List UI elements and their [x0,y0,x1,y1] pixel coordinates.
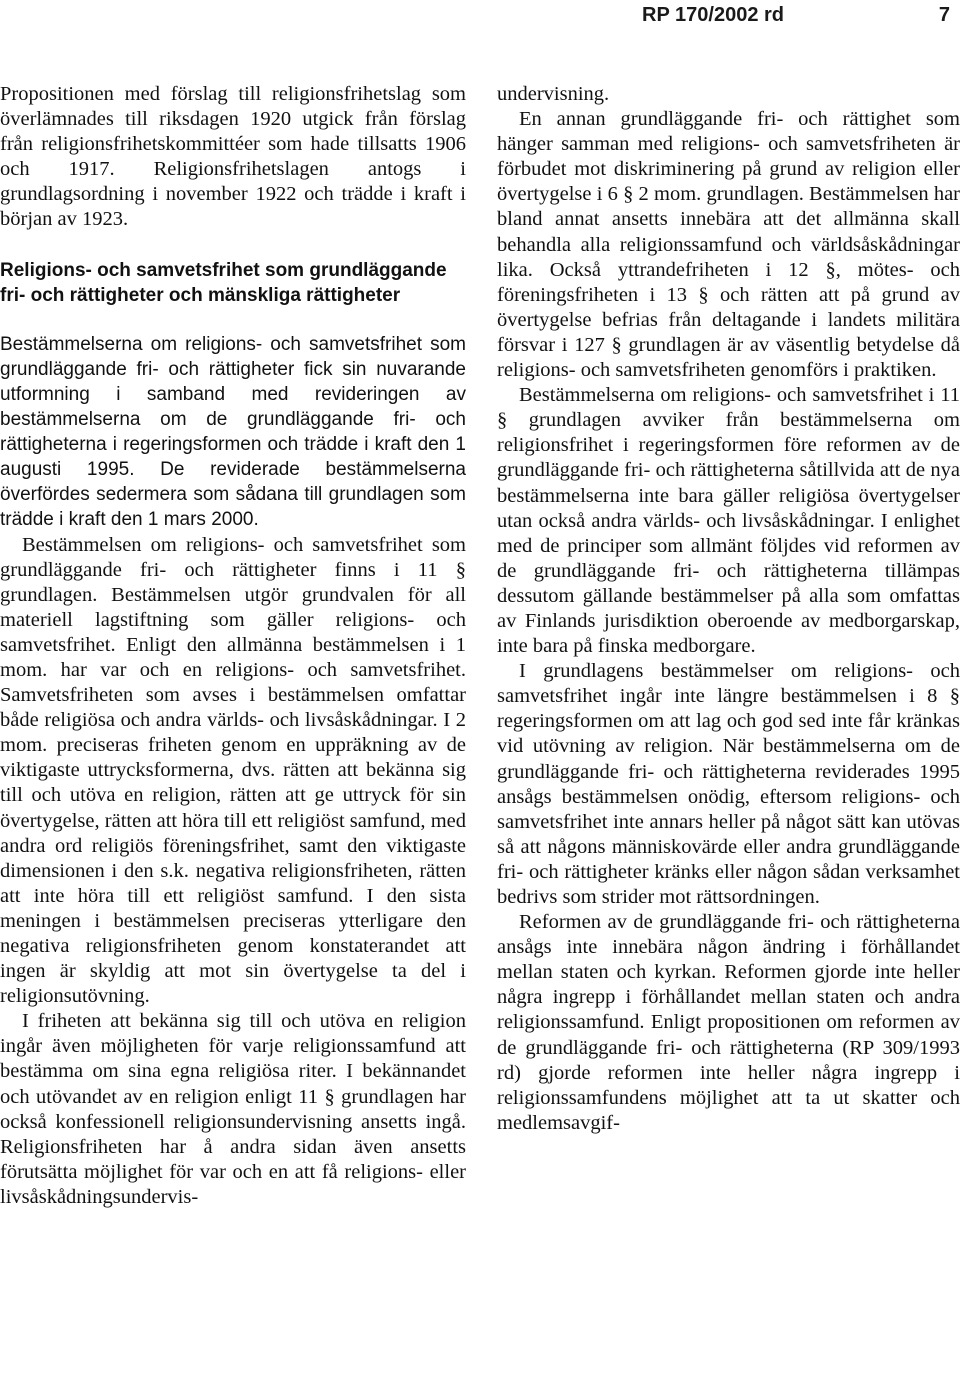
paragraph-section-11: Bestämmelsen om religions- och samvetsfrihet som grundläggande fri- och rättigheter finns i 11 § grundlagen. Bestämmelsen utgör grundvalen för all materiell lagstiftning som gäller religions- och samvetsfrihet. Enligt den allmänna bestämmelsen i 1 mom. har var och en religions- och samvetsfrihet. Samvetsfriheten som avses i bestämmelsen omfattar både religiösa och andra världs- och livsåskådningar. I 2 mom. preciseras friheten genom en uppräkning av de viktigaste uttrycksformerna, dvs. rätten att bekänna sig till och utöva en religion, rätten att ge uttryck för sin övertygelse, rätten att höra till ett religiöst samfund, med andra ord religiös föreningsfrihet, samt den viktigaste dimensionen i den s.k. negativa religionsfriheten, rätten att inte höra till ett religiöst samfund. I den sista meningen i bestämmelsen preciseras ytterligare den negativa religionsfriheten genom konstaterandet att ingen är skyldig att mot sin övertygelse ta del i religionsutövning. [0,533,466,1008]
paragraph-non-discrimination: En annan grundläggande fri- och rättighet som hänger samman med religions- och samvetsfriheten är förbudet mot diskriminering på grund av religion eller övertygelse i 6 § 2 mom. grundlagen. Bestämmelsen har bland annat ansetts innebära att det allmänna skall behandla alla religionssamfund och världsåskådningar lika. Också yttrandefriheten i 12 §, mötes- och föreningsfriheten i 13 § och rätten att på grund av övertygelse befrias från deltagande i landets militära försvar i 127 § grundlagen är av väsentlig betydelse då religions- och samvetsfriheten genomförs i praktiken. [497,108,960,382]
section-heading: Religions- och samvetsfrihet som grundläggande fri- och rättigheter och mänskliga rättigheter [0,259,447,306]
paragraph-good-custom: I grundlagens bestämmelser om religions- och samvetsfrihet ingår inte längre bestämmelsen i 8 § regeringsformen om att lag och god sed inte får kränkas vid utövning av religion. När bestämmelserna om de grundläggande fri- och rättigheterna reviderades 1995 ansågs bestämmelsen onödig, eftersom religions- och samvetsfrihet inte annars heller på något sätt kan utövas så att någons människovärde eller andra grundläggande fri- och rättigheter kränks eller någon sådan verksamhet bedrivs som strider mot rättsordningen. [497,660,960,908]
paragraph-continuation: undervisning. [497,83,610,105]
paragraph-provisions-intro: Bestämmelserna om religions- och samvetsfrihet som grundläggande fri- och rättigheter fick sin nuvarande utformning i samband med revideringen av bestämmelserna om de grundläggande fri- och rättigheterna i regeringsformen och trädde i kraft den 1 augusti 1995. De reviderade bestämmelserna överfördes sedermera som sådana till grundlagen som trädde i kraft den 1 mars 2000. [0,333,466,531]
paragraph-religious-rites: I friheten att bekänna sig till och utöva en religion ingår även möjligheten för varje religionssamfund att bestämma om sina egna religiösa riter. I bekännandet och utövandet av en religion enligt 11 § grundlagen har också konfessionell religionsundervisning ansetts ingå. Religionsfriheten har å andra sidan även ansetts förutsätta möjlighet för var och en att få religions- eller livsåskådningsundervis- [0,1010,466,1208]
paragraph-history: Propositionen med förslag till religionsfrihetslag som överlämnades till riksdagen 1920 utgick från förslag från religionsfrihetskommittéer som hade tillsatts 1906 och 1917. Religionsfrihetslagen antogs i grundlagsordning i november 1922 och trädde i kraft i början av 1923. [0,83,466,231]
page-header [0,0,960,40]
page-number: 7 [938,4,950,26]
paragraph-differences: Bestämmelserna om religions- och samvetsfrihet i 11 § grundlagen avviker från bestämmelserna om religionsfrihet i regeringsformen före reformen av de grundläggande fri- och rättigheterna såtillvida att de nya bestämmelserna inte bara gäller religiösa övertygelser utan också andra världs- och livsåskådningar. I enlighet med de principer som allmänt följdes vid reformen av de grundläggande fri- och rättigheterna tillämpas dessutom gällande bestämmelser på alla som omfattas av Finlands jurisdiktion oberoende av medborgarskap, inte bara på finska medborgare. [497,384,960,658]
document-id: RP 170/2002 rd [642,4,784,26]
left-column [0,82,466,1210]
right-column [497,82,960,1136]
paragraph-state-church: Reformen av de grundläggande fri- och rättigheterna ansågs inte innebära någon ändring i förhållandet mellan staten och kyrkan. Reformen gjorde inte heller några ingrepp i förhållandet mellan staten och andra religionssamfund. Enligt propositionen om reformen av de grundläggande fri- och rättigheterna (RP 309/1993 rd) gjorde reformen inte heller några ingrepp i religionssamfundens möjlighet att ta ut skatter och medlemsavgif- [497,911,960,1134]
